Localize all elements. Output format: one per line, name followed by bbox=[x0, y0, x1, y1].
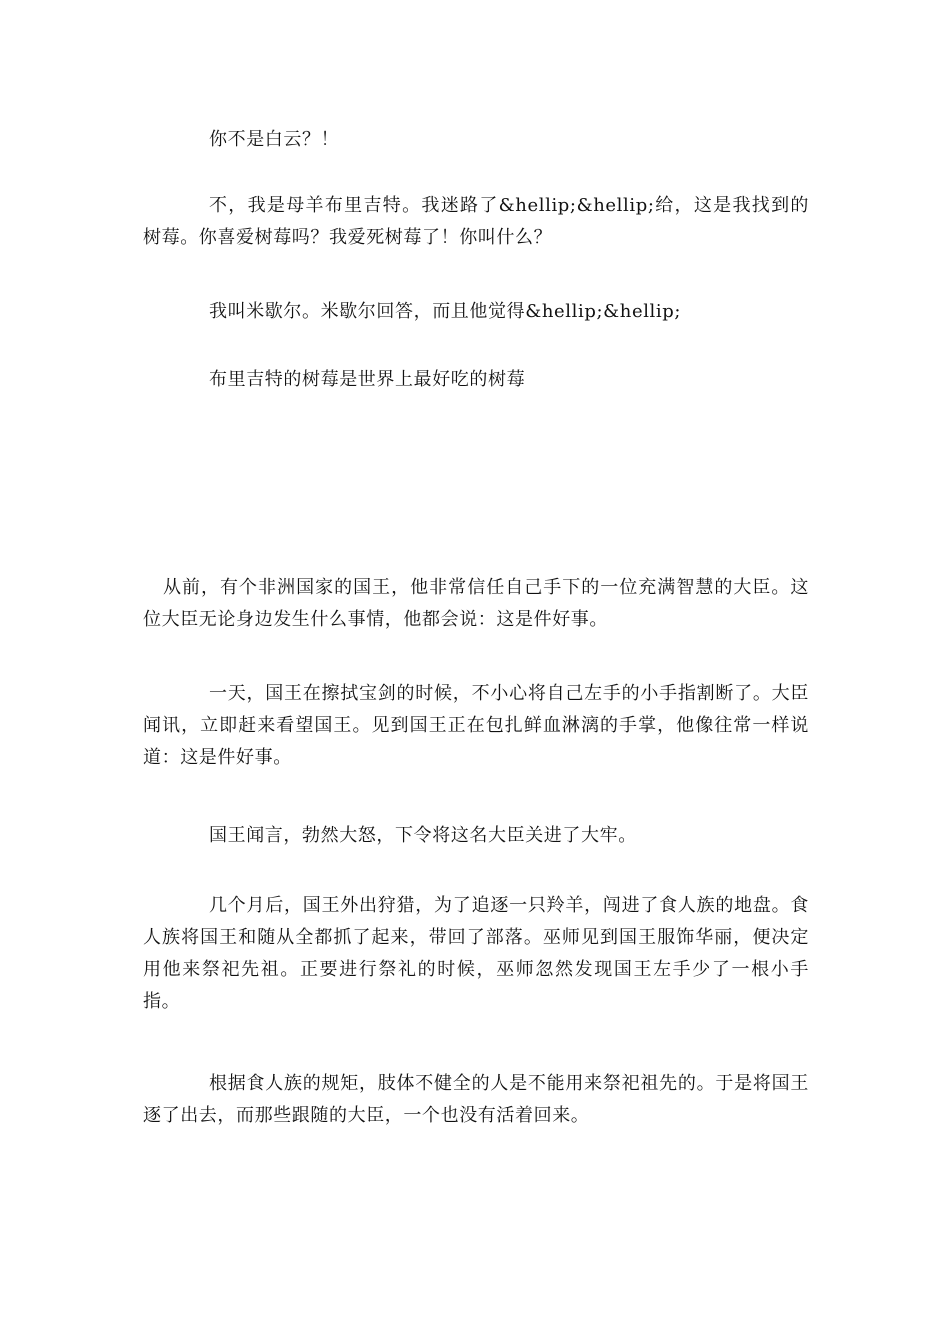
paragraph-king-released: 根据食人族的规矩，肢体不健全的人是不能用来祭祀祖先的。于是将国王逐了出去，而那些跟随的大臣，一个也没有活着回来。 bbox=[143, 1073, 809, 1126]
paragraph-minister-jailed: 国王闻言，勃然大怒，下令将这名大臣关进了大牢。 bbox=[209, 825, 637, 846]
paragraph-king-and-minister: 从前，有个非洲国家的国王，他非常信任自己手下的一位充满智慧的大臣。这位大臣无论身边发生什么事情，他都会说：这是件好事。 bbox=[143, 577, 809, 630]
paragraph-best-raspberries: 布里吉特的树莓是世界上最好吃的树莓 bbox=[209, 369, 526, 390]
paragraph-brigitte-intro: 不，我是母羊布里吉特。我迷路了&hellip;&hellip;给，这是我找到的树莓。你喜爱树莓吗？我爱死树莓了！你叫什么？ bbox=[143, 195, 809, 248]
paragraph-hunting-captured: 几个月后，国王外出狩猎，为了追逐一只羚羊，闯进了食人族的地盘。食人族将国王和随从全都抓了起来，带回了部落。巫师见到国王服饰华丽，便决定用他来祭祀先祖。正要进行祭礼的时候，巫师忽然发现国王左手少了一根小手指。 bbox=[143, 895, 809, 1012]
paragraph-finger-cut: 一天，国王在擦拭宝剑的时候，不小心将自己左手的小手指割断了。大臣闻讯，立即赶来看望国王。见到国王正在包扎鲜血淋漓的手掌，他像往常一样说道：这是件好事。 bbox=[143, 683, 809, 768]
paragraph-michel-answer: 我叫米歇尔。米歇尔回答，而且他觉得&hellip;&hellip; bbox=[209, 301, 682, 322]
paragraph-you-are-not-baiyun: 你不是白云？！ bbox=[209, 129, 340, 150]
